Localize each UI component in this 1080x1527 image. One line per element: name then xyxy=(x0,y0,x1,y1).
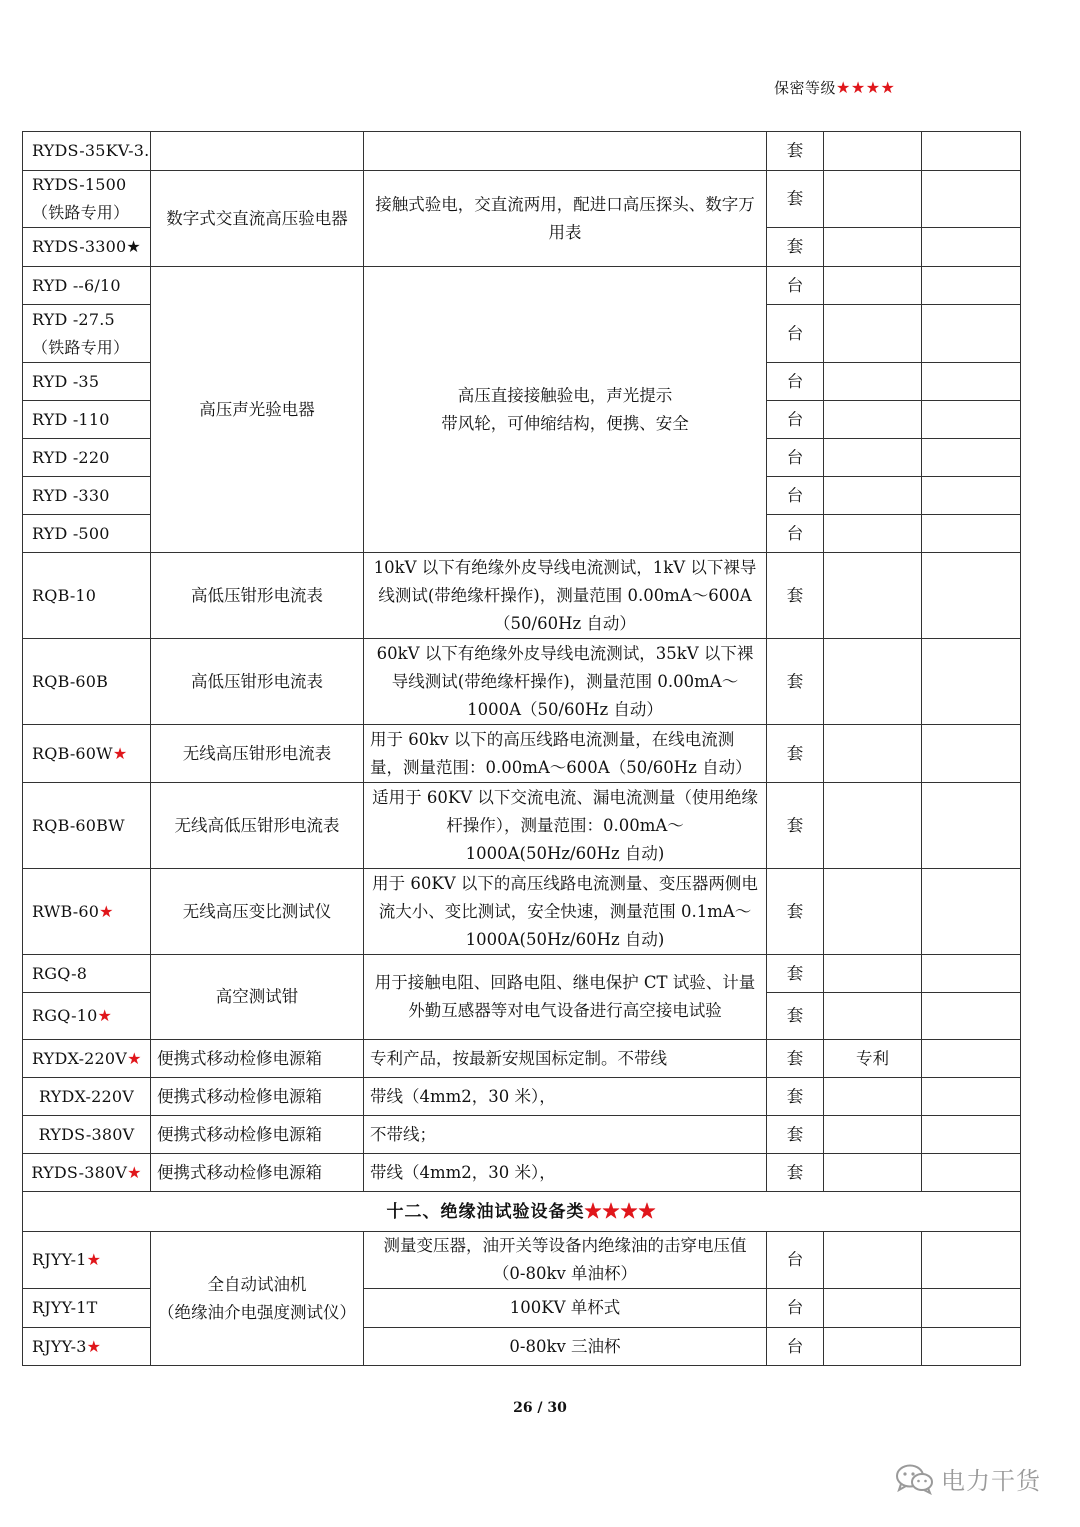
model-cell: RGQ-8 xyxy=(23,955,151,993)
desc-line: 高压直接接触验电，声光提示 xyxy=(457,385,673,405)
empty-cell xyxy=(824,1232,922,1289)
unit-cell: 套 xyxy=(767,1154,824,1192)
unit-cell: 台 xyxy=(767,363,824,401)
star-icon: ★ xyxy=(99,901,114,921)
model-cell: RYD -220 xyxy=(23,439,151,477)
empty-cell xyxy=(824,639,922,725)
unit-cell: 台 xyxy=(767,1328,824,1366)
model-cell xyxy=(23,1232,151,1289)
unit-cell: 台 xyxy=(767,401,824,439)
remark-cell xyxy=(824,1116,922,1154)
model-cell: RYDX-220V xyxy=(23,1078,151,1116)
table-row xyxy=(23,783,1021,869)
empty-cell xyxy=(922,305,1021,363)
unit-cell: 台 xyxy=(767,305,824,363)
empty-cell xyxy=(824,955,922,993)
unit-cell: 台 xyxy=(767,1289,824,1328)
empty-cell xyxy=(922,1040,1021,1078)
empty-cell xyxy=(922,1289,1021,1328)
empty-cell xyxy=(824,725,922,783)
unit-cell: 台 xyxy=(767,267,824,305)
table-row xyxy=(23,553,1021,639)
unit-cell: 套 xyxy=(767,1116,824,1154)
model-cell xyxy=(23,869,151,955)
wechat-icon xyxy=(895,1463,935,1495)
table-row xyxy=(23,1040,1021,1078)
empty-cell xyxy=(824,553,922,639)
name-cell xyxy=(151,1232,364,1366)
desc-cell: 接触式验电，交直流两用，配进口高压探头、数字万用表 xyxy=(364,171,767,267)
table-row xyxy=(23,955,1021,993)
desc-cell: 测量变压器，油开关等设备内绝缘油的击穿电压值（0-80kv 单油杯） xyxy=(364,1232,767,1289)
unit-cell: 台 xyxy=(767,439,824,477)
empty-cell xyxy=(922,439,1021,477)
table-row xyxy=(23,1078,1021,1116)
model-cell xyxy=(23,171,151,228)
empty-cell xyxy=(922,1078,1021,1116)
model-note: （铁路专用） xyxy=(32,203,130,222)
model-cell xyxy=(23,1040,151,1078)
model-cell xyxy=(23,1328,151,1366)
empty-cell xyxy=(824,783,922,869)
section-row xyxy=(23,1192,1021,1232)
table-row xyxy=(23,725,1021,783)
name-cell: 无线高压钳形电流表 xyxy=(151,725,364,783)
empty-cell xyxy=(824,993,922,1040)
model-cell: RJYY-1T xyxy=(23,1289,151,1328)
star-icon: ★ xyxy=(127,1048,142,1068)
section-title xyxy=(23,1192,1021,1232)
name-cell: 便携式移动检修电源箱 xyxy=(151,1078,364,1116)
unit-cell: 套 xyxy=(767,869,824,955)
name-cell: 高压声光验电器 xyxy=(151,267,364,553)
desc-cell: 用于 60kv 以下的高压线路电流测量，在线电流测量，测量范围：0.00mA～600A（50/60Hz 自动） xyxy=(364,725,767,783)
empty-cell xyxy=(824,869,922,955)
name-cell xyxy=(151,132,364,171)
empty-cell xyxy=(922,1328,1021,1366)
empty-cell xyxy=(922,1116,1021,1154)
desc-line: 带风轮，可伸缩结构，便携、安全 xyxy=(441,413,689,433)
model-text: RYDS-3300 xyxy=(32,237,127,256)
unit-cell: 套 xyxy=(767,132,824,171)
empty-cell xyxy=(922,363,1021,401)
model-cell: RYD -500 xyxy=(23,515,151,553)
empty-cell xyxy=(922,267,1021,305)
unit-cell: 套 xyxy=(767,171,824,228)
star-icon: ★ xyxy=(112,743,128,763)
name-cell: 便携式移动检修电源箱 xyxy=(151,1154,364,1192)
model-cell xyxy=(23,1154,151,1192)
security-label: 保密等级 xyxy=(774,79,837,97)
model-cell xyxy=(23,725,151,783)
table-row xyxy=(23,869,1021,955)
name-cell: 高空测试钳 xyxy=(151,955,364,1040)
name-line: 全自动试油机 xyxy=(207,1274,307,1294)
model-cell: RYD -35 xyxy=(23,363,151,401)
empty-cell xyxy=(922,132,1021,171)
star-icon: ★ xyxy=(86,1250,102,1269)
unit-cell: 套 xyxy=(767,1040,824,1078)
empty-cell xyxy=(824,1289,922,1328)
star-icon: ★ xyxy=(126,237,141,256)
unit-cell: 套 xyxy=(767,955,824,993)
desc-cell: 适用于 60KV 以下交流电流、漏电流测量（使用绝缘杆操作），测量范围：0.00mA～1000A(50Hz/60Hz 自动) xyxy=(364,783,767,869)
model-line: RYDS-1500 xyxy=(32,175,127,194)
model-text: RYDX-220V xyxy=(32,1048,128,1068)
model-line: RYD -27.5 xyxy=(32,309,115,329)
desc-cell: 带线（4mm2，30 米）， xyxy=(364,1078,767,1116)
model-cell: RYD -110 xyxy=(23,401,151,439)
desc-cell: 不带线； xyxy=(364,1116,767,1154)
empty-cell xyxy=(922,228,1021,267)
security-level xyxy=(774,77,895,98)
empty-cell xyxy=(824,477,922,515)
name-cell: 数字式交直流高压验电器 xyxy=(151,171,364,267)
name-cell: 便携式移动检修电源箱 xyxy=(151,1040,364,1078)
table-row xyxy=(23,1116,1021,1154)
unit-cell: 台 xyxy=(767,515,824,553)
empty-cell xyxy=(922,171,1021,228)
desc-cell: 用于 60KV 以下的高压线路电流测量、变压器两侧电流大小、变比测试，安全快速，测量范围 0.1mA～1000A(50Hz/60Hz 自动) xyxy=(364,869,767,955)
table-row xyxy=(23,132,1021,171)
model-cell xyxy=(23,993,151,1040)
model-cell: RYDS-35KV-3. xyxy=(23,132,151,171)
star-icon: ★ xyxy=(86,1336,102,1356)
model-cell: RQB-10 xyxy=(23,553,151,639)
desc-cell: 用于接触电阻、回路电阻、继电保护 CT 试验、计量外勤互感器等对电气设备进行高空接电试验 xyxy=(364,955,767,1040)
empty-cell xyxy=(824,305,922,363)
model-text: RJYY-1 xyxy=(32,1250,87,1269)
empty-cell xyxy=(922,553,1021,639)
desc-cell xyxy=(364,132,767,171)
empty-cell xyxy=(922,869,1021,955)
desc-cell: 0-80kv 三油杯 xyxy=(364,1328,767,1366)
model-cell: RQB-60B xyxy=(23,639,151,725)
model-text: RJYY-3 xyxy=(32,1336,87,1356)
desc-cell: 100KV 单杯式 xyxy=(364,1289,767,1328)
model-text: RGQ-10 xyxy=(32,1006,98,1025)
empty-cell xyxy=(922,725,1021,783)
unit-cell: 套 xyxy=(767,993,824,1040)
model-note: （铁路专用） xyxy=(32,337,130,357)
unit-cell: 台 xyxy=(767,1232,824,1289)
product-table xyxy=(22,131,1021,1366)
table-row xyxy=(23,1154,1021,1192)
empty-cell xyxy=(824,515,922,553)
remark-cell xyxy=(824,1154,922,1192)
empty-cell xyxy=(922,1232,1021,1289)
empty-cell xyxy=(922,955,1021,993)
empty-cell xyxy=(824,228,922,267)
empty-cell xyxy=(922,515,1021,553)
model-cell: RYDS-380V xyxy=(23,1116,151,1154)
watermark-text: 电力干货 xyxy=(941,1467,1041,1495)
security-stars: ★★★★ xyxy=(836,78,896,97)
name-cell: 无线高低压钳形电流表 xyxy=(151,783,364,869)
name-cell: 高低压钳形电流表 xyxy=(151,553,364,639)
table-row xyxy=(23,267,1021,305)
model-cell: RYD -330 xyxy=(23,477,151,515)
model-cell xyxy=(23,305,151,363)
empty-cell xyxy=(824,401,922,439)
remark-cell xyxy=(824,1078,922,1116)
name-line: （绝缘油介电强度测试仪） xyxy=(158,1302,356,1322)
empty-cell xyxy=(922,783,1021,869)
table-row xyxy=(23,171,1021,228)
unit-cell: 套 xyxy=(767,639,824,725)
table-row xyxy=(23,639,1021,725)
desc-cell: 10kV 以下有绝缘外皮导线电流测试，1kV 以下裸导线测试(带绝缘杆操作)，测量范围 0.00mA～600A（50/60Hz 自动） xyxy=(364,553,767,639)
name-cell: 无线高压变比测试仪 xyxy=(151,869,364,955)
section-title-text: 十二、绝缘油试验设备类 xyxy=(386,1201,585,1222)
page-number: 26 / 30 xyxy=(513,1400,567,1416)
name-cell: 便携式移动检修电源箱 xyxy=(151,1116,364,1154)
unit-cell: 套 xyxy=(767,553,824,639)
unit-cell: 套 xyxy=(767,1078,824,1116)
model-text: RYDS-380V xyxy=(31,1162,128,1182)
model-cell: RYD --6/10 xyxy=(23,267,151,305)
table-row xyxy=(23,1232,1021,1289)
empty-cell xyxy=(824,363,922,401)
empty-cell xyxy=(824,267,922,305)
empty-cell xyxy=(922,1154,1021,1192)
model-cell: RQB-60BW xyxy=(23,783,151,869)
unit-cell: 套 xyxy=(767,725,824,783)
desc-cell xyxy=(364,267,767,553)
empty-cell xyxy=(922,639,1021,725)
desc-cell: 专利产品，按最新安规国标定制。不带线 xyxy=(364,1040,767,1078)
empty-cell xyxy=(824,1328,922,1366)
empty-cell xyxy=(922,993,1021,1040)
name-cell: 高低压钳形电流表 xyxy=(151,639,364,725)
model-cell xyxy=(23,228,151,267)
empty-cell xyxy=(922,477,1021,515)
remark-cell: 专利 xyxy=(824,1040,922,1078)
unit-cell: 套 xyxy=(767,228,824,267)
empty-cell xyxy=(922,401,1021,439)
empty-cell xyxy=(824,439,922,477)
empty-cell xyxy=(824,171,922,228)
star-icon: ★ xyxy=(127,1162,142,1182)
section-stars: ★★★★ xyxy=(584,1201,657,1222)
desc-cell: 带线（4mm2，30 米）， xyxy=(364,1154,767,1192)
model-text: RQB-60W xyxy=(32,743,113,763)
star-icon: ★ xyxy=(97,1006,113,1025)
unit-cell: 台 xyxy=(767,477,824,515)
remark-cell xyxy=(824,132,922,171)
unit-cell: 套 xyxy=(767,783,824,869)
watermark xyxy=(895,1461,1041,1496)
desc-cell: 60kV 以下有绝缘外皮导线电流测试，35kV 以下裸导线测试(带绝缘杆操作)，测量范围 0.00mA～1000A（50/60Hz 自动） xyxy=(364,639,767,725)
model-text: RWB-60 xyxy=(32,901,100,921)
